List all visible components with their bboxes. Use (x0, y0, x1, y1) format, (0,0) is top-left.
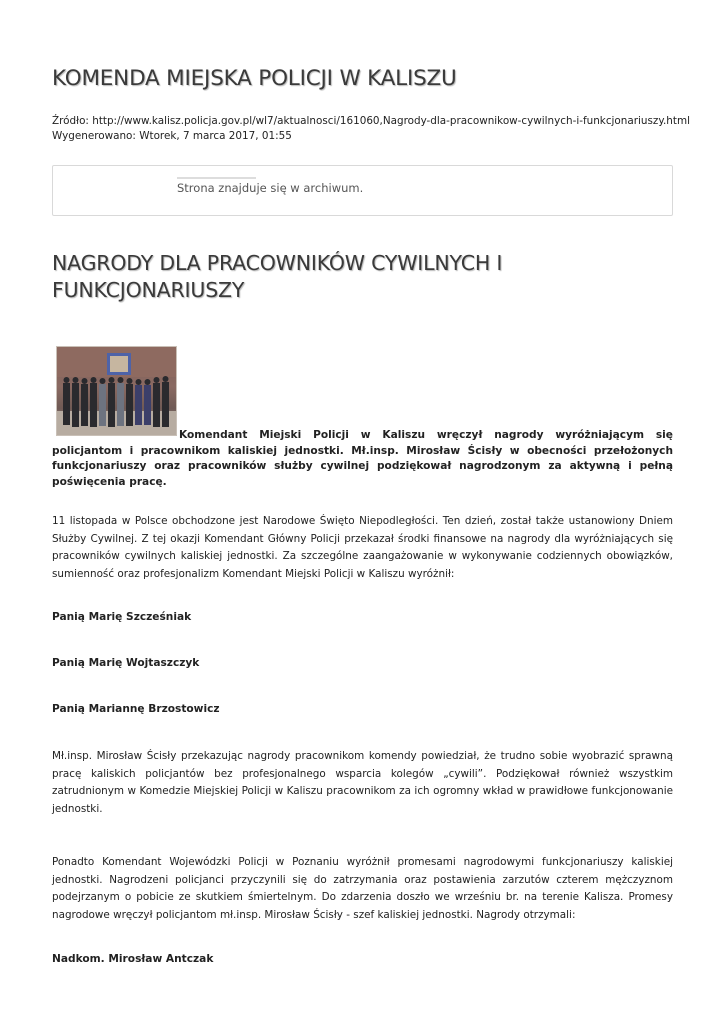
site-title: KOMENDA MIEJSKA POLICJI W KALISZU (52, 66, 457, 91)
awardee-3: Panią Mariannę Brzostowicz (52, 703, 220, 715)
archive-divider (177, 177, 256, 179)
source-url: Źródło: http://www.kalisz.policja.gov.pl/wl7/aktualnosci/161060,Nagrody-dla-pracownikow-cywilnych-i-funkcjonariuszy.html (52, 115, 690, 127)
article-lead: Komendant Miejski Policji w Kaliszu wręczył nagrody wyróżniającym się policjantom i pracownikom kaliskiej jednostki. Mł.insp. Mirosław Ścisły w obecności przełożonych funkcjonariuszy oraz pracowników służby cywilnej podziękował nagrodzonym za aktywną i pełną poświęcenia pracę. (52, 429, 673, 488)
archive-notice-box (52, 165, 673, 216)
awardee-2: Panią Marię Wojtaszczyk (52, 657, 200, 669)
awarded-officer: Nadkom. Mirosław Antczak (52, 953, 214, 965)
generated-date: Wygenerowano: Wtorek, 7 marca 2017, 01:55 (52, 129, 292, 142)
article-title: NAGRODY DLA PRACOWNIKÓW CYWILNYCH I FUNKCJONARIUSZY (52, 251, 503, 302)
article-paragraph-3: Ponadto Komendant Wojewódzki Policji w Poznaniu wyróżnił promesami nagrodowymi funkcjonariuszy kaliskiej jednostki. Nagrodzeni policjanci przyczynili się do zatrzymania oraz postawienia zarzutów czterem mężczyznom podejrzanym o pobicie ze skutkiem śmiertelnym. Do zdarzenia doszło we wrześniu br. na terenie Kalisza. Promesy nagrodowe wręczył policjantom mł.insp. Mirosław Ścisły - szef kaliskiej jednostki. Nagrody otrzymali: (52, 856, 673, 921)
archive-notice: Strona znajduje się w archiwum. (177, 181, 364, 195)
document-meta (52, 114, 690, 143)
awardee-1: Panią Marię Szcześniak (52, 611, 192, 623)
article-paragraph-2: Mł.insp. Mirosław Ścisły przekazując nagrody pracownikom komendy powiedział, że trudno sobie wyobrazić sprawną pracę kaliskich policjantów bez profesjonalnego wsparcia kolegów „cywili”. Podziękował również wszystkim zatrudnionym w Komedzie Miejskiej Policji w Kaliszu pracownikom za ich ogromny wkład w prawidłowe funkcjonowanie jednostki. (52, 750, 673, 815)
group-photo-illustration (57, 347, 176, 435)
award-group-photo (56, 346, 177, 436)
article-paragraph-1: 11 listopada w Polsce obchodzone jest Narodowe Święto Niepodległości. Ten dzień, został także ustanowiony Dniem Służby Cywilnej. Z tej okazji Komendant Główny Policji przekazał środki finansowe na nagrody dla wyróżniających się pracowników cywilnych kaliskiej jednostki. Za szczególne zaangażowanie w wykonywanie codziennych obowiązków, sumienność oraz profesjonalizm Komendant Miejski Policji w Kaliszu wyróżnił: (52, 515, 673, 580)
